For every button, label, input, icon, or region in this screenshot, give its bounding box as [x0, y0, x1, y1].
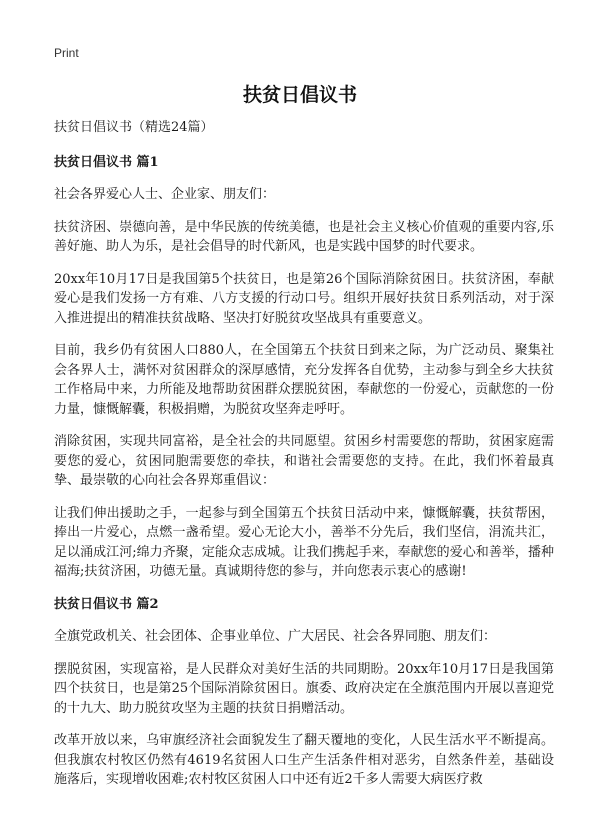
section-heading: 扶贫日倡议书 篇2: [54, 596, 159, 612]
document-subtitle: 扶贫日倡议书（精选24篇）: [54, 120, 214, 135]
salutation: 全旗党政机关、社会团体、企事业单位、广大居民、社会各界同胞、朋友们：: [54, 629, 497, 644]
paragraph: 摆脱贫困，实现富裕，是人民群众对美好生活的共同期盼。20xx年10月17日是我国第四个扶贫日，也是第25个国际消除贫困日。旗委、政府决定在全旗范围内开展以喜迎党的十九大、助力脱贫攻坚为主题的扶贫日捐赠活动。: [54, 661, 554, 716]
paragraph: 目前，我乡仍有贫困人口880人，在全国第五个扶贫日到来之际，为广泛动员、聚集社会各界人士，满怀对贫困群众的深厚感情，充分发挥各自优势，主动参与到全乡大扶贫工作格局中来，力所能及地帮助贫困群众摆脱贫困，奉献您的一份爱心，贡献您的一份力量，慷慨解囊，积极捐赠，为脱贫攻坚奔走呼吁。: [54, 343, 554, 417]
paragraph: 扶贫济困、崇德向善，是中华民族的传统美德，也是社会主义核心价值观的重要内容,乐善好施、助人为乐，是社会倡导的时代新风，也是实践中国梦的时代要求。: [54, 219, 554, 254]
section-heading: 扶贫日倡议书 篇1: [54, 154, 159, 170]
document-body: [54, 118, 554, 803]
paragraph: 20xx年10月17日是我国第5个扶贫日，也是第26个国际消除贫困日。扶贫济困，奉献爱心是我们发扬一方有难、八方支援的行动口号。组织开展好扶贫日系列活动，对于深入推进提出的精准扶贫战略、坚决打好脱贫攻坚战具有重要意义。: [54, 271, 554, 326]
document-title: 扶贫日倡议书: [242, 84, 357, 106]
paragraph: 改革开放以来，乌审旗经济社会面貌发生了翻天覆地的变化，人民生活水平不断提高。但我旗农村牧区仍然有4619名贫困人口生产生活条件相对恶劣，自然条件差，基础设施落后，实现增收困难;农村牧区贫困人口中还有近2千多人需要大病医疗救: [54, 733, 554, 787]
print-link[interactable]: Print: [54, 46, 79, 60]
paragraph: 消除贫困，实现共同富裕，是全社会的共同愿望。贫困乡村需要您的帮助，贫困家庭需要您的爱心，贫困同胞需要您的牵扶，和谐社会需要您的支持。在此，我们怀着最真挚、最崇敬的心向社会各界郑重倡议：: [54, 434, 554, 488]
salutation: 社会各界爱心人士、企业家、朋友们：: [54, 187, 276, 202]
paragraph: 让我们伸出援助之手，一起参与到全国第五个扶贫日活动中来，慷慨解囊，扶贫帮困，捧出一片爱心，点燃一盏希望。爱心无论大小，善举不分先后，我们坚信，涓流共汇，足以涌成江河;绵力齐聚，定能众志成城。让我们携起手来，奉献您的爱心和善举，播种福海;扶贫济困，功德无量。真诚期待您的参与，并向您表示衷心的感谢!: [54, 505, 554, 579]
